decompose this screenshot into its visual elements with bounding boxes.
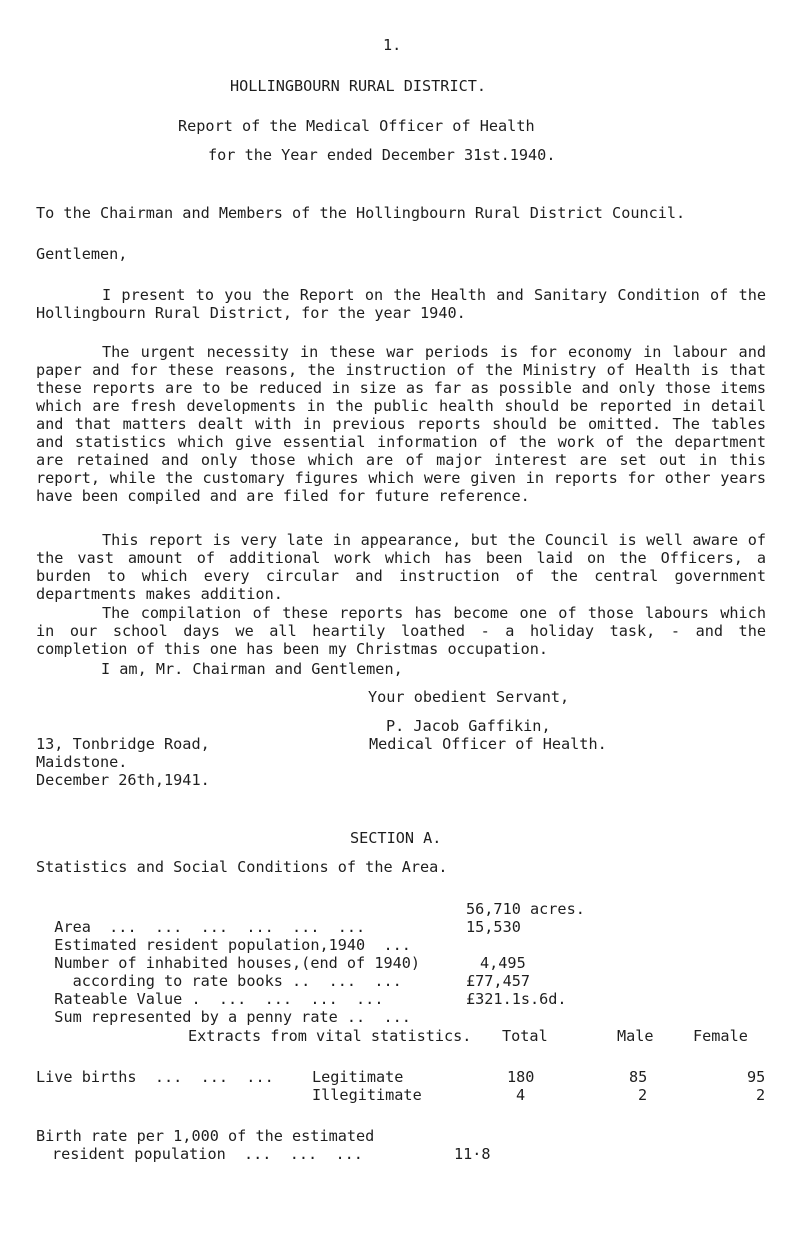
stat-label: Area ... ... ... ... ... ... — [54, 918, 366, 936]
section-subheading: Statistics and Social Conditions of the Area. — [36, 858, 448, 876]
stat-value: 15,530 — [466, 918, 521, 936]
stat-value: £77,457 — [466, 972, 531, 990]
vital-stats-heading: Extracts from vital statistics. — [188, 1027, 472, 1045]
stat-value: 56,710 acres. — [466, 900, 585, 918]
report-title: Report of the Medical Officer of Health — [178, 117, 535, 135]
district-heading: HOLLINGBOURN RURAL DISTRICT. — [230, 77, 487, 95]
row-male: 85 — [629, 1068, 648, 1086]
birth-rate-line-2: resident population ... ... ... — [52, 1145, 363, 1163]
col-total: Total — [502, 1027, 548, 1045]
row-female: 2 — [756, 1086, 766, 1104]
birth-rate-line-1: Birth rate per 1,000 of the estimated — [36, 1127, 375, 1145]
stat-value: £321.1s.6d. — [466, 990, 567, 1008]
stat-label: Estimated resident population,1940 ... — [54, 936, 411, 954]
address-line: To the Chairman and Members of the Hollingbourn Rural District Council. — [36, 204, 686, 222]
row-label: Illegitimate — [312, 1086, 422, 1104]
stat-value: 4,495 — [480, 954, 526, 972]
paragraph-4: The compilation of these reports has become one of those labours which in our school days we all heartily loathed - a holiday task, - and the completion of this one has been my Christmas occupation. — [36, 604, 766, 658]
row-total: 4 — [516, 1086, 526, 1104]
row-female: 95 — [747, 1068, 766, 1086]
signature-name: P. Jacob Gaffikin, — [386, 717, 551, 735]
page-number: 1. — [383, 36, 402, 54]
stat-label: Sum represented by a penny rate .. ... — [54, 1008, 411, 1026]
birth-rate-value: 11·8 — [454, 1145, 491, 1163]
letter-date: December 26th,1941. — [36, 771, 210, 789]
paragraph-1: I present to you the Report on the Health and Sanitary Condition of the Hollingbourn Rural District, for the year 1940. — [36, 286, 766, 322]
stat-label: according to rate books .. ... ... — [54, 972, 402, 990]
address-street: 13, Tonbridge Road, — [36, 735, 210, 753]
paragraph-3: This report is very late in appearance, but the Council is well aware of the vast amount of additional work which has been laid on the Officers, a burden to which every circular and instruction of the central government departments makes addition. — [36, 531, 766, 603]
row-total: 180 — [507, 1068, 535, 1086]
stat-label: Number of inhabited houses,(end of 1940) — [54, 954, 421, 972]
section-heading: SECTION A. — [350, 829, 442, 847]
closing-line: I am, Mr. Chairman and Gentlemen, — [101, 660, 403, 678]
address-town: Maidstone. — [36, 753, 128, 771]
valediction: Your obedient Servant, — [368, 688, 570, 706]
report-period: for the Year ended December 31st.1940. — [208, 146, 556, 164]
live-births-label: Live births ... ... ... — [36, 1068, 274, 1086]
paragraph-2: The urgent necessity in these war periods is for economy in labour and paper and for these reasons, the instruction of the Ministry of Health is that these reports are to be reduced in size as far as possible and only those items which are fresh developments in the public health should be reported in detail and that matters dealt with in previous reports should be omitted. The tables and statistics which give essential information of the work of the department are retained and only those which are of major interest are set out in this report, while the customary figures which were given in reports for other years have been compiled and are filed for future reference. — [36, 343, 766, 505]
signature-title: Medical Officer of Health. — [369, 735, 607, 753]
row-label: Legitimate — [312, 1068, 404, 1086]
col-female: Female — [693, 1027, 748, 1045]
col-male: Male — [617, 1027, 654, 1045]
stat-label: Rateable Value . ... ... ... ... — [54, 990, 384, 1008]
row-male: 2 — [638, 1086, 648, 1104]
salutation: Gentlemen, — [36, 245, 128, 263]
